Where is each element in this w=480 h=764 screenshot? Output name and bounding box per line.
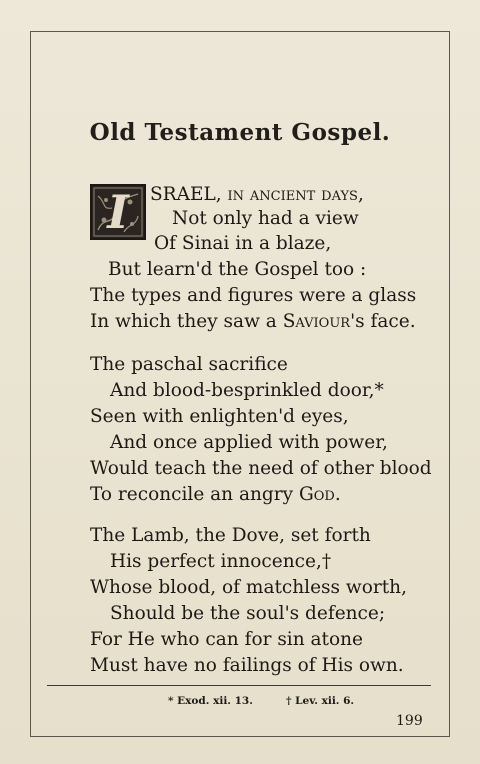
verse-line: Would teach the need of other blood — [90, 458, 432, 479]
verse-line: For He who can for sin atone — [90, 629, 363, 650]
verse-line-part: . — [334, 484, 341, 505]
verse-line — [90, 486, 341, 505]
verse-line: Of Sinai in a blaze, — [154, 233, 332, 254]
verse-line: The types and figures were a glass — [90, 285, 417, 306]
verse-line: Should be the soul's defence; — [110, 603, 386, 624]
drop-cap-letter: I — [107, 185, 129, 239]
ornamental-drop-cap — [90, 184, 146, 240]
page-number: 199 — [396, 713, 423, 729]
verse-line: The Lamb, the Dove, set forth — [90, 525, 371, 546]
footnote-rule — [47, 685, 431, 686]
footnote-exodus: * Exod. xii. 13. — [168, 695, 253, 707]
divine-name: God — [298, 484, 335, 505]
verse-line: And once applied with power, — [110, 432, 388, 453]
verse-line: The paschal sacrifice — [90, 354, 288, 375]
verse-line: SRAEL, in ancient days, — [150, 184, 364, 205]
verse-line: And blood-besprinkled door,* — [110, 380, 384, 401]
verse-line: Seen with enlighten'd eyes, — [90, 406, 349, 427]
verse-line: His perfect innocence,† — [110, 551, 332, 572]
verse-line: Must have no failings of His own. — [90, 655, 404, 676]
divine-name: Saviour — [282, 311, 351, 332]
verse-line-part: In which they saw a — [90, 311, 283, 332]
verse-line: Not only had a view — [172, 208, 359, 229]
verse-line — [90, 313, 416, 332]
poem-title: Old Testament Gospel. — [89, 119, 391, 146]
verse-line: Whose blood, of matchless worth, — [90, 577, 407, 598]
footnote-leviticus: † Lev. xii. 6. — [286, 695, 355, 707]
verse-line-part: To reconcile an angry — [90, 484, 299, 505]
verse-line-part: 's face. — [350, 311, 416, 332]
verse-line: But learn'd the Gospel too : — [108, 259, 367, 280]
